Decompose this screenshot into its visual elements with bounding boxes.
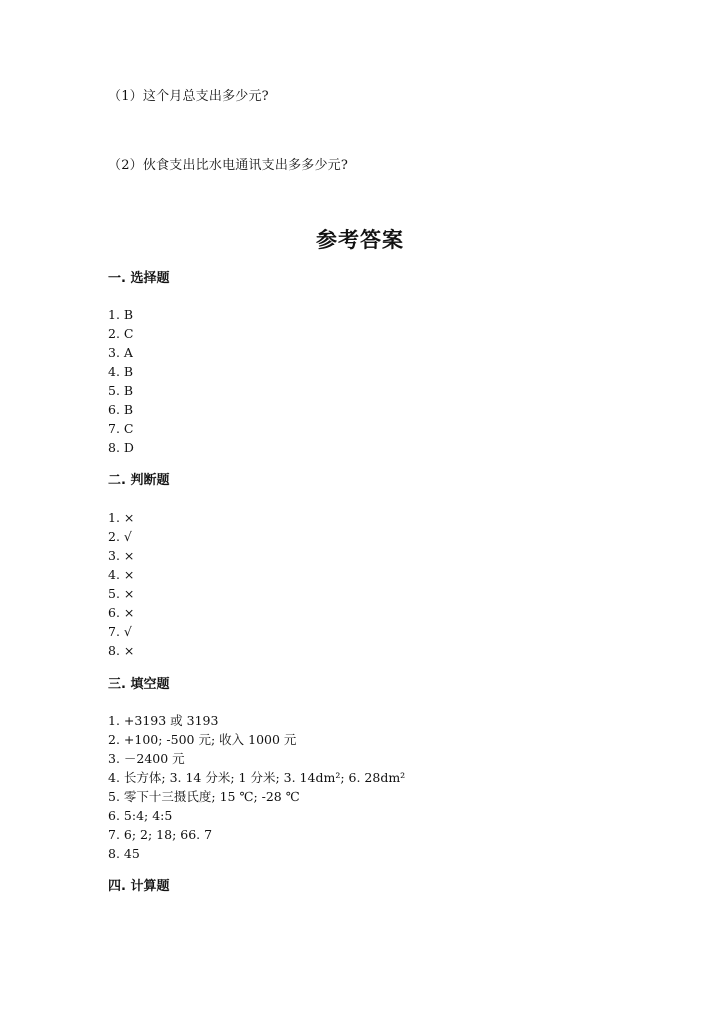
- question-2: （2）伙食支出比水电通讯支出多多少元?: [108, 158, 349, 173]
- answer-item: 6. B: [108, 402, 134, 417]
- answer-item: 3. ×: [108, 548, 135, 563]
- answer-item: 4. ×: [108, 567, 135, 582]
- answer-item: 8. 45: [108, 846, 140, 861]
- answer-item: 5. B: [108, 383, 134, 398]
- section-heading-fill-blank: 三. 填空题: [108, 677, 170, 692]
- question-1: （1）这个月总支出多少元?: [108, 89, 269, 104]
- answer-item: 4. B: [108, 364, 134, 379]
- answer-item: 2. +100; -500 元; 收入 1000 元: [108, 732, 297, 747]
- section-heading-judgement: 二. 判断题: [108, 473, 170, 488]
- answer-item: 3. A: [108, 345, 133, 360]
- answer-item: 7. 6; 2; 18; 66. 7: [108, 827, 213, 842]
- answer-title: 参考答案: [316, 228, 404, 252]
- section-heading-choice: 一. 选择题: [108, 271, 170, 286]
- answer-list-judgement: [108, 508, 134, 660]
- answer-item: 1. ×: [108, 510, 135, 525]
- answer-item: 5. ×: [108, 586, 135, 601]
- answer-item: 8. ×: [108, 643, 135, 658]
- answer-item: 6. ×: [108, 605, 135, 620]
- answer-item: 7. √: [108, 624, 132, 639]
- answer-item: 1. B: [108, 307, 134, 322]
- answer-item: 6. 5:4; 4:5: [108, 808, 173, 823]
- answer-item: 2. C: [108, 326, 134, 341]
- answer-list-fill-blank: [108, 711, 405, 863]
- answer-item: 5. 零下十三摄氏度; 15 ℃; -28 ℃: [108, 789, 300, 804]
- answer-item: 3. －2400 元: [108, 751, 185, 766]
- answer-list-choice: [108, 305, 134, 457]
- section-heading-calculation: 四. 计算题: [108, 879, 170, 894]
- answer-item: 4. 长方体; 3. 14 分米; 1 分米; 3. 14dm²; 6. 28dm²: [108, 770, 406, 785]
- answer-item: 7. C: [108, 421, 134, 436]
- answer-item: 8. D: [108, 440, 134, 455]
- answer-item: 2. √: [108, 529, 132, 544]
- answer-item: 1. +3193 或 3193: [108, 713, 219, 728]
